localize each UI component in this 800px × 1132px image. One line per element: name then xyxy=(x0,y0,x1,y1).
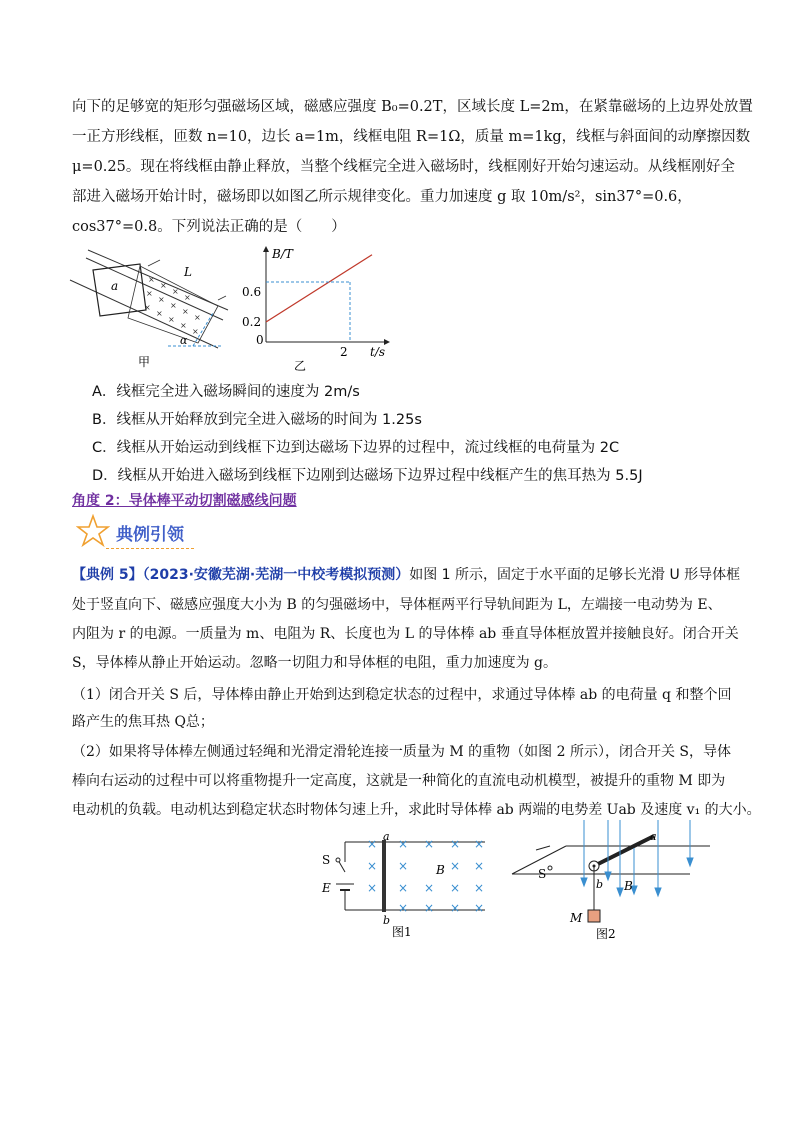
example-line-3: 内阻为 r 的电源。一质量为 m、电阻为 R、长度也为 L 的导体棒 ab 垂直导体框放置并接触良好。闭合开关 xyxy=(72,626,739,642)
fig2-label-S: S xyxy=(538,867,547,881)
question-2a: （2）如果将导体棒左侧通过轻绳和光滑定滑轮连接一质量为 M 的重物（如图 2 所示），闭合开关 S，导体 xyxy=(72,744,731,760)
question-1b: 路产生的焦耳热 Q总； xyxy=(72,714,214,730)
fig1-label-B: B xyxy=(436,863,445,877)
tick-06: 0.6 xyxy=(242,285,262,299)
svg-text:×: × xyxy=(398,837,409,851)
svg-text:×: × xyxy=(424,881,435,895)
svg-text:×: × xyxy=(398,859,409,873)
example-line-2: 处于竖直向下、磁感应强度大小为 B 的匀强磁场中，导体框两平行导轨间距为 L，左端接一电动势为 E、 xyxy=(72,597,722,613)
svg-text:×: × xyxy=(367,859,378,873)
label-a: a xyxy=(111,279,119,293)
tick-0: 0 xyxy=(256,333,264,347)
tick-02: 0.2 xyxy=(242,315,262,329)
question-1a: （1）闭合开关 S 后，导体棒由静止开始到达到稳定状态的过程中，求通过导体棒 ab 的电荷量 q 和整个回 xyxy=(72,687,732,703)
intro-line-2: 一正方形线框，匝数 n=10，边长 a=1m，线框电阻 R=1Ω，质量 m=1kg，线框与斜面间的动摩擦因数 xyxy=(72,129,751,145)
svg-text:×: × xyxy=(148,275,155,284)
caption-fig2: 图2 xyxy=(596,927,616,941)
svg-text:×: × xyxy=(474,881,485,895)
figure-yi-chart xyxy=(236,244,396,374)
fig2-label-b: b xyxy=(596,878,604,891)
svg-text:×: × xyxy=(180,321,187,330)
figure-jia xyxy=(68,248,238,368)
svg-text:×: × xyxy=(450,901,461,915)
option-a[interactable]: A．线框完全进入磁场瞬间的速度为 2m/s xyxy=(92,384,360,400)
axis-x-label: t/s xyxy=(370,345,386,359)
example-line-1 xyxy=(72,565,741,585)
tick-2: 2 xyxy=(340,345,348,359)
figure-2 xyxy=(510,818,720,948)
svg-text:×: × xyxy=(160,281,167,290)
option-c[interactable]: C．线框从开始运动到线框下边到达磁场下边界的过程中，流过线框的电荷量为 2C xyxy=(92,440,620,456)
fig2-label-M: M xyxy=(570,911,583,925)
caption-yi: 乙 xyxy=(294,359,307,373)
fig2-label-B: B xyxy=(624,879,633,893)
svg-text:×: × xyxy=(156,309,163,318)
bt-series-line xyxy=(266,255,372,322)
banner-title: 典例引领 xyxy=(116,525,184,545)
fig1-label-b: b xyxy=(383,914,391,927)
svg-text:×: × xyxy=(172,287,179,296)
svg-text:×: × xyxy=(146,289,153,298)
label-L: L xyxy=(184,265,192,279)
svg-text:×: × xyxy=(474,837,485,851)
fig2-label-a: a xyxy=(650,830,657,843)
svg-text:×: × xyxy=(367,837,378,851)
example-line-1-text: 如图 1 所示，固定于水平面的足够长光滑 U 形导体框 xyxy=(409,567,741,583)
svg-text:×: × xyxy=(450,881,461,895)
svg-text:×: × xyxy=(474,901,485,915)
svg-text:×: × xyxy=(194,313,201,322)
intro-line-1: 向下的足够宽的矩形匀强磁场区域，磁感应强度 B₀=0.2T，区域长度 L=2m，在紧靠磁场的上边界处放置 xyxy=(72,99,753,115)
svg-text:×: × xyxy=(450,859,461,873)
fig1-label-S: S xyxy=(322,853,331,867)
section-heading: 角度 2：导体棒平动切割磁感线问题 xyxy=(72,493,297,509)
intro-line-4: 部进入磁场开始计时，磁场即以如图乙所示规律变化。重力加速度 g 取 10m/s²，sin37°=0.6， xyxy=(72,189,692,205)
svg-text:×: × xyxy=(184,293,191,302)
intro-line-5: cos37°=0.8。下列说法正确的是（ ） xyxy=(72,219,346,235)
figure-1 xyxy=(310,832,490,942)
option-b[interactable]: B．线框从开始释放到完全进入磁场的时间为 1.25s xyxy=(92,412,422,428)
svg-text:×: × xyxy=(398,881,409,895)
svg-text:×: × xyxy=(398,901,409,915)
svg-text:×: × xyxy=(424,901,435,915)
svg-text:×: × xyxy=(450,837,461,851)
caption-fig1: 图1 xyxy=(392,925,412,939)
svg-text:×: × xyxy=(424,837,435,851)
svg-text:×: × xyxy=(170,301,177,310)
svg-text:×: × xyxy=(367,881,378,895)
label-alpha: α xyxy=(180,334,188,347)
svg-text:×: × xyxy=(474,859,485,873)
intro-line-3: μ=0.25。现在将线框由静止释放，当整个线框完全进入磁场时，线框刚好开始匀速运动。从线框刚好全 xyxy=(72,159,735,175)
example-head: 【典例 5】（2023·安徽芜湖·芜湖一中校考模拟预测） xyxy=(72,567,410,583)
svg-text:×: × xyxy=(158,295,165,304)
svg-text:×: × xyxy=(192,327,199,336)
star-icon xyxy=(76,514,110,548)
caption-jia: 甲 xyxy=(138,355,151,368)
banner-underline xyxy=(106,548,194,549)
example-line-4: S，导体棒从静止开始运动。忽略一切阻力和导体框的电阻，重力加速度为 g。 xyxy=(72,655,558,671)
fig1-label-a: a xyxy=(383,832,390,843)
axis-y-label: B/T xyxy=(272,247,293,261)
question-2c: 电动机的负载。电动机达到稳定状态时物体匀速上升，求此时导体棒 ab 两端的电势差 Uab 及速度 v₁ 的大小。 xyxy=(72,802,761,818)
question-2b: 棒向右运动的过程中可以将重物提升一定高度，这就是一种简化的直流电动机模型，被提升的重物 M 即为 xyxy=(72,773,726,789)
fig1-label-E: E xyxy=(322,881,331,895)
option-d[interactable]: D．线框从开始进入磁场到线框下边刚到达磁场下边界过程中线框产生的焦耳热为 5.5J xyxy=(92,468,643,484)
svg-text:×: × xyxy=(182,307,189,316)
svg-text:×: × xyxy=(168,315,175,324)
svg-text:×: × xyxy=(144,303,151,312)
